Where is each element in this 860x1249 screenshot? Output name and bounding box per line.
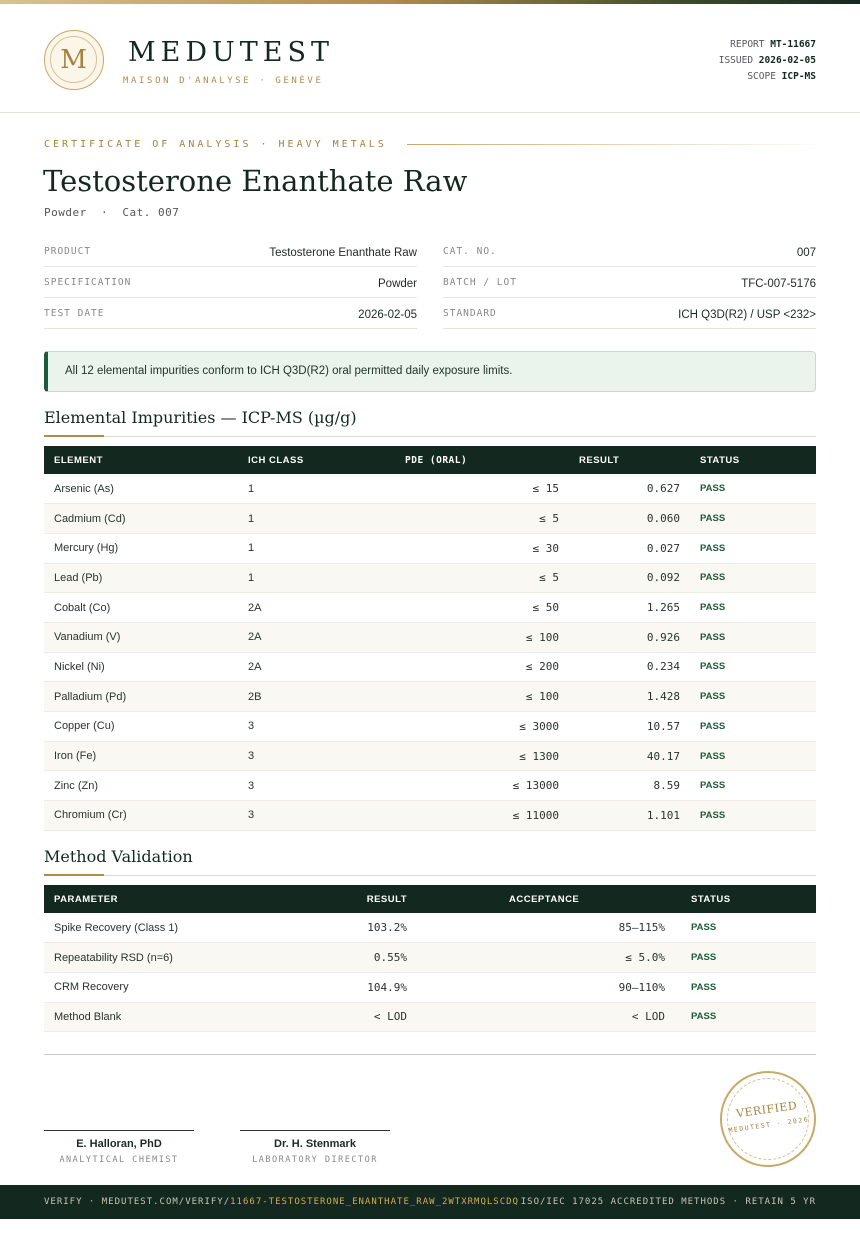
ich-class-cell: 3 [238,741,395,771]
validation-row [44,943,816,973]
header-result: RESULT [579,454,620,466]
parameter-cell: Spike Recovery (Class 1) [44,913,269,943]
impurity-row [44,771,816,801]
ich-class-cell: 3 [238,801,395,831]
result-cell: 104.9% [269,972,495,1002]
report-label: REPORT [730,39,765,50]
ich-class-cell: 2A [238,593,395,623]
brand-seal-letter: M [50,36,97,83]
certificate-kicker: CERTIFICATE OF ANALYSIS · HEAVY METALS [44,139,387,150]
ich-class-cell: 2A [238,622,395,652]
result-cell: 103.2% [269,913,495,943]
validation-section-accent [44,874,104,876]
validation-section-title: Method Validation [44,847,193,866]
element-cell: Cobalt (Co) [44,593,238,623]
validation-table [44,885,816,1032]
result-cell: 0.926 [569,622,690,652]
info-row-product [44,236,417,267]
result-cell: 40.17 [569,741,690,771]
scope [719,69,816,85]
element-cell: Lead (Pb) [44,563,238,593]
header-parameter: PARAMETER [54,893,118,905]
info-label: PRODUCT [44,246,92,257]
element-cell: Mercury (Hg) [44,533,238,563]
brand-tagline: MAISON D'ANALYSE · GENÈVE [123,76,324,86]
pde-cell: ≤ 15 [395,474,569,504]
info-row-specification [44,267,417,298]
result-cell: 0.027 [569,533,690,563]
status-badge: PASS [690,712,816,742]
info-left-column [44,236,417,329]
validation-section-rule [44,875,816,876]
pde-cell: ≤ 30 [395,533,569,563]
page-title: Testosterone Enanthate Raw [43,164,468,198]
status-badge: PASS [690,801,816,831]
info-row-test-date [44,298,417,329]
status-badge: PASS [690,474,816,504]
header-status: STATUS [700,454,740,466]
pde-cell: ≤ 5 [395,504,569,534]
status-badge: PASS [681,1002,816,1032]
result-cell: 0.060 [569,504,690,534]
issued-label: ISSUED [718,55,754,66]
verify-code: 11667-TESTOSTERONE_ENANTHATE_RAW_2WTXRMQLSCDQ [230,1197,519,1207]
pde-cell: ≤ 50 [395,593,569,623]
impurity-row [44,622,816,652]
report-value: MT-11667 [770,39,816,50]
stamp-sub: MEDUTEST · 2026 [728,1115,810,1135]
report-meta [719,37,816,85]
ich-class-cell: 2A [238,652,395,682]
status-badge: PASS [690,741,816,771]
stamp-word: VERIFIED [735,1098,799,1121]
status-badge: PASS [690,652,816,682]
impurity-row [44,682,816,712]
signature-name: E. Halloran, PhD [76,1138,162,1150]
info-right-column [443,236,816,329]
impurity-row [44,474,816,504]
element-cell: Cadmium (Cd) [44,504,238,534]
result-cell: 1.265 [569,593,690,623]
brand-name: MEDUTEST [128,37,334,68]
report-number [719,37,816,53]
signature-block-director [240,1130,390,1165]
element-cell: Vanadium (V) [44,622,238,652]
element-cell: Copper (Cu) [44,712,238,742]
status-badge: PASS [690,622,816,652]
impurities-section-title: Elemental Impurities — ICP-MS (µg/g) [44,408,357,427]
acceptance-cell: < LOD [495,1002,681,1032]
impurity-row [44,593,816,623]
result-cell: 0.092 [569,563,690,593]
status-badge: PASS [690,593,816,623]
element-cell: Nickel (Ni) [44,652,238,682]
status-badge: PASS [690,771,816,801]
header-ich-class: ICH CLASS [248,454,304,466]
info-label: CAT. NO. [443,246,497,257]
info-value: 2026-02-05 [358,309,417,321]
verified-stamp [714,1065,822,1173]
info-label: STANDARD [443,308,497,319]
header-pde: PDE (ORAL) [405,454,468,466]
pde-cell: ≤ 100 [395,682,569,712]
pde-cell: ≤ 5 [395,563,569,593]
accreditation-note: ISO/IEC 17025 ACCREDITED METHODS · RETAIN 5 YR [520,1197,816,1207]
result-cell: < LOD [269,1002,495,1032]
notice-text: All 12 elemental impurities conform to ICH Q3D(R2) oral permitted daily exposure limits. [65,365,513,377]
result-cell: 0.234 [569,652,690,682]
ich-class-cell: 2B [238,682,395,712]
info-value: TFC-007-5176 [741,278,816,290]
brand-seal-logo [44,30,104,90]
pde-cell: ≤ 13000 [395,771,569,801]
scope-label: SCOPE [747,71,776,82]
element-cell: Chromium (Cr) [44,801,238,831]
element-cell: Arsenic (As) [44,474,238,504]
result-cell: 0.55% [269,943,495,973]
info-value: Testosterone Enanthate Raw [269,247,417,259]
pde-cell: ≤ 100 [395,622,569,652]
header-element: ELEMENT [54,454,103,466]
info-label: BATCH / LOT [443,277,517,288]
ich-class-cell: 3 [238,771,395,801]
signature-role: ANALYTICAL CHEMIST [59,1155,179,1165]
header-acceptance: ACCEPTANCE [509,893,580,905]
status-badge: PASS [681,913,816,943]
info-value: 007 [796,247,816,259]
verify-link[interactable] [44,1197,519,1207]
parameter-cell: Method Blank [44,1002,269,1032]
element-cell: Palladium (Pd) [44,682,238,712]
issued-value: 2026-02-05 [758,55,816,66]
info-row-cat-no [443,236,816,267]
validation-header-row [44,885,816,913]
element-cell: Iron (Fe) [44,741,238,771]
kicker-divider [407,144,816,145]
header-result: RESULT [366,893,407,905]
issued-date [719,53,816,69]
signature-name: Dr. H. Stenmark [274,1138,356,1150]
result-cell: 1.428 [569,682,690,712]
result-cell: 8.59 [569,771,690,801]
impurity-row [44,504,816,534]
footer [0,1185,860,1219]
impurities-table [44,446,816,831]
pde-cell: ≤ 1300 [395,741,569,771]
page-subtitle: Powder · Cat. 007 [44,206,180,219]
parameter-cell: CRM Recovery [44,972,269,1002]
ich-class-cell: 1 [238,474,395,504]
signature-block-chemist [44,1130,194,1165]
result-cell: 1.101 [569,801,690,831]
impurity-row [44,563,816,593]
status-badge: PASS [690,533,816,563]
acceptance-cell: 85–115% [495,913,681,943]
validation-row [44,913,816,943]
acceptance-cell: ≤ 5.0% [495,943,681,973]
info-row-batch-lot [443,267,816,298]
impurity-row [44,533,816,563]
status-badge: PASS [690,563,816,593]
status-badge: PASS [681,972,816,1002]
result-cell: 0.627 [569,474,690,504]
parameter-cell: Repeatability RSD (n=6) [44,943,269,973]
impurities-section-rule [44,436,816,437]
info-value: ICH Q3D(R2) / USP <232> [678,309,816,321]
ich-class-cell: 1 [238,533,395,563]
scope-value: ICP-MS [781,71,816,82]
impurity-row [44,801,816,831]
pde-cell: ≤ 200 [395,652,569,682]
acceptance-cell: 90–110% [495,972,681,1002]
element-cell: Zinc (Zn) [44,771,238,801]
pde-cell: ≤ 3000 [395,712,569,742]
info-label: SPECIFICATION [44,277,132,288]
impurity-row [44,712,816,742]
pde-cell: ≤ 11000 [395,801,569,831]
verify-prefix: VERIFY · MEDUTEST.COM/VERIFY/ [44,1197,231,1207]
impurity-row [44,652,816,682]
status-badge: PASS [690,682,816,712]
ich-class-cell: 3 [238,712,395,742]
signature-divider [44,1054,816,1055]
header [0,4,860,113]
validation-row [44,1002,816,1032]
ich-class-cell: 1 [238,504,395,534]
impurities-section-accent [44,435,104,437]
validation-row [44,972,816,1002]
info-row-standard [443,298,816,329]
ich-class-cell: 1 [238,563,395,593]
info-value: Powder [378,278,417,290]
impurities-header-row [44,446,816,474]
header-status: STATUS [691,893,731,905]
signature-role: LABORATORY DIRECTOR [252,1155,378,1165]
info-label: TEST DATE [44,308,105,319]
conformance-notice [44,351,816,392]
impurity-row [44,741,816,771]
result-cell: 10.57 [569,712,690,742]
status-badge: PASS [681,943,816,973]
status-badge: PASS [690,504,816,534]
